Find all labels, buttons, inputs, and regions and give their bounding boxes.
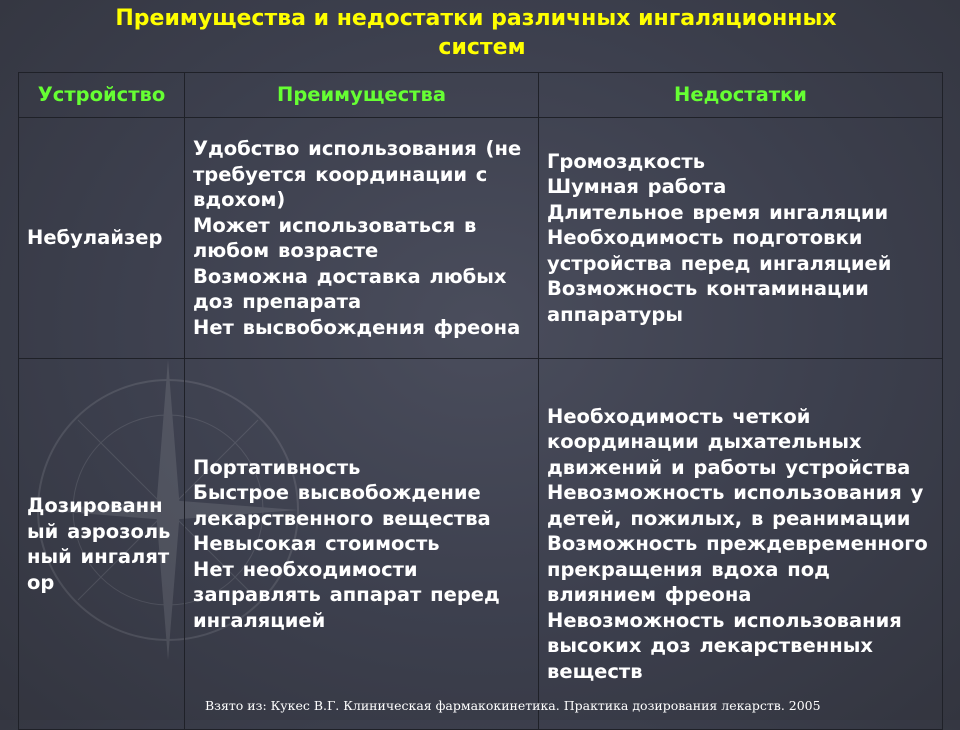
list-item: Нет высвобождения фреона bbox=[193, 315, 521, 339]
slide-title-line-1: Преимущества и недостатки различных ингаляционных bbox=[115, 6, 837, 31]
list-item: Возможна доставка любых доз препарата bbox=[193, 264, 507, 313]
list-item: Портативность bbox=[193, 455, 361, 479]
source-reference: Взято из: Кукес В.Г. Клиническая фармакокинетика. Практика дозирования лекарств. 2005 bbox=[205, 698, 821, 713]
disadvantages-cell bbox=[539, 359, 943, 730]
list-item: Быстрое высвобождение лекарственного вещества bbox=[193, 481, 491, 530]
device-cell: Небулайзер bbox=[19, 118, 185, 359]
list-item: Возможность преждевременного прекращения вдоха под влиянием фреона bbox=[547, 532, 928, 607]
advantages-cell bbox=[185, 118, 539, 359]
header-disadvantages: Недостатки bbox=[539, 73, 943, 118]
advantages-list bbox=[193, 455, 530, 634]
slide-title-line-2: систем bbox=[438, 35, 526, 60]
comparison-table bbox=[18, 72, 943, 730]
advantages-cell bbox=[185, 359, 539, 730]
list-item: Возможность контаминации аппаратуры bbox=[547, 277, 869, 326]
header-advantages: Преимущества bbox=[185, 73, 539, 118]
disadvantages-list bbox=[547, 149, 934, 328]
list-item: Невозможность использования высоких доз лекарственных веществ bbox=[547, 608, 902, 683]
header-device: Устройство bbox=[19, 73, 185, 118]
advantages-list bbox=[193, 136, 530, 340]
slide-title bbox=[0, 4, 960, 62]
list-item: Невозможность использования у детей, пожилых, в реанимации bbox=[547, 481, 924, 530]
list-item: Громоздкость bbox=[547, 149, 706, 173]
table-row-nebulizer bbox=[19, 118, 943, 359]
list-item: Может использоваться в любом возрасте bbox=[193, 213, 477, 262]
list-item: Необходимость подготовки устройства перед ингаляцией bbox=[547, 226, 892, 275]
list-item: Шумная работа bbox=[547, 175, 727, 199]
device-cell: Дозированный аэрозольный ингалятор bbox=[19, 359, 185, 730]
list-item: Длительное время ингаляции bbox=[547, 200, 889, 224]
table-row-metered-dose-inhaler bbox=[19, 359, 943, 730]
list-item: Нет необходимости заправлять аппарат перед ингаляцией bbox=[193, 557, 500, 632]
disadvantages-cell bbox=[539, 118, 943, 359]
list-item: Необходимость четкой координации дыхательных движений и работы устройства bbox=[547, 404, 911, 479]
list-item: Удобство использования (не требуется координации с вдохом) bbox=[193, 137, 522, 211]
list-item: Невысокая стоимость bbox=[193, 532, 440, 556]
disadvantages-list bbox=[547, 404, 934, 685]
table-header-row bbox=[19, 73, 943, 118]
